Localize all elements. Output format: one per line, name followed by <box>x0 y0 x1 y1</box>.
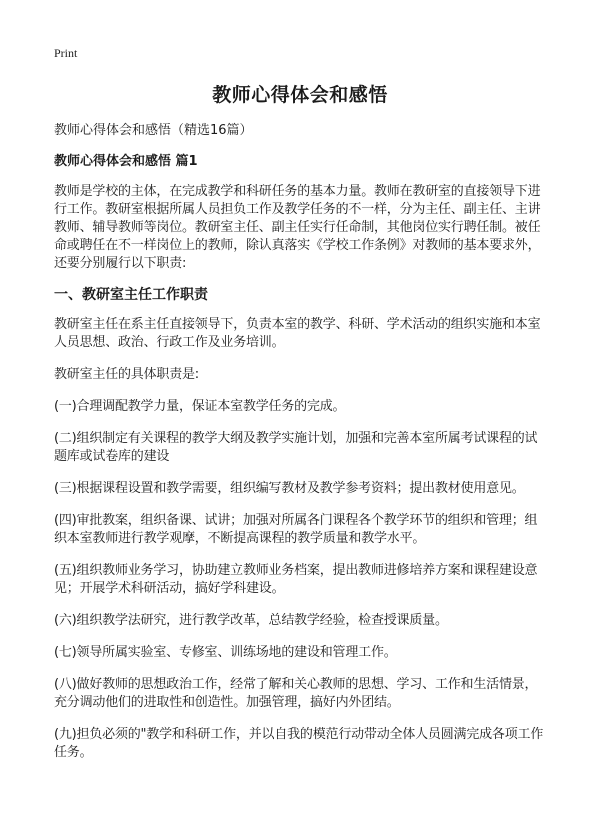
section-heading: 一、教研室主任工作职责 <box>54 287 208 303</box>
section-intro-paragraph: 教研室主任在系主任直接领导下，负责本室的教学、科研、学术活动的组织实施和本室人员思想、政治、行政工作及业务培训。 <box>54 317 541 350</box>
article-heading: 教师心得体会和感悟 篇1 <box>54 154 198 169</box>
duty-item-6: (六)组织教学法研究，进行教学改革，总结教学经验，检查授课质量。 <box>54 613 448 628</box>
duty-item-9: (九)担负必须的"教学和科研工作，并以自我的模范行动带动全体人员圆满完成各项工作任务。 <box>54 727 544 760</box>
intro-paragraph: 教师是学校的主体，在完成教学和科研任务的基本力量。教师在教研室的直接领导下进行工作。教研室根据所属人员担负工作及教学任务的不一样，分为主任、副主任、主讲教师、辅导教师等岗位。教研室主任、副主任实行任命制，其他岗位实行聘任制。被任命或聘任在不一样岗位上的教师，除认真落实《学校工作条例》对教师的基本要求外，还要分别履行以下职责: <box>54 184 541 271</box>
document-subtitle: 教师心得体会和感悟（精选16篇） <box>54 123 253 138</box>
duty-item-5: (五)组织教师业务学习，协助建立教师业务档案，提出教师进修培养方案和课程建设意见；开展学术科研活动，搞好学科建设。 <box>54 563 538 596</box>
document-body <box>54 121 548 762</box>
duty-item-2: (二)组织制定有关课程的教学大纲及教学实施计划，加强和完善本室所属考试课程的试题库或试卷库的建设 <box>54 431 538 464</box>
document-title: 教师心得体会和感悟 <box>212 84 388 106</box>
duty-item-3: (三)根据课程设置和教学需要，组织编写教材及教学参考资料；提出教材使用意见。 <box>54 481 525 496</box>
print-link[interactable]: Print <box>54 46 78 60</box>
duty-item-4: (四)审批教案，组织备课、试讲；加强对所属各门课程各个教学环节的组织和管理；组织本室教师进行教学观摩，不断提高课程的教学质量和教学水平。 <box>54 513 538 546</box>
duty-item-1: (一)合理调配教学力量，保证本室教学任务的完成。 <box>54 399 346 414</box>
duty-item-7: (七)领导所属实验室、专修室、训练场地的建设和管理工作。 <box>54 645 397 660</box>
duty-item-8: (八)做好教师的思想政治工作，经常了解和关心教师的思想、学习、工作和生活情景，充分调动他们的进取性和创造性。加强管理，搞好内外团结。 <box>54 677 538 710</box>
duties-intro: 教研室主任的具体职责是: <box>54 367 199 382</box>
